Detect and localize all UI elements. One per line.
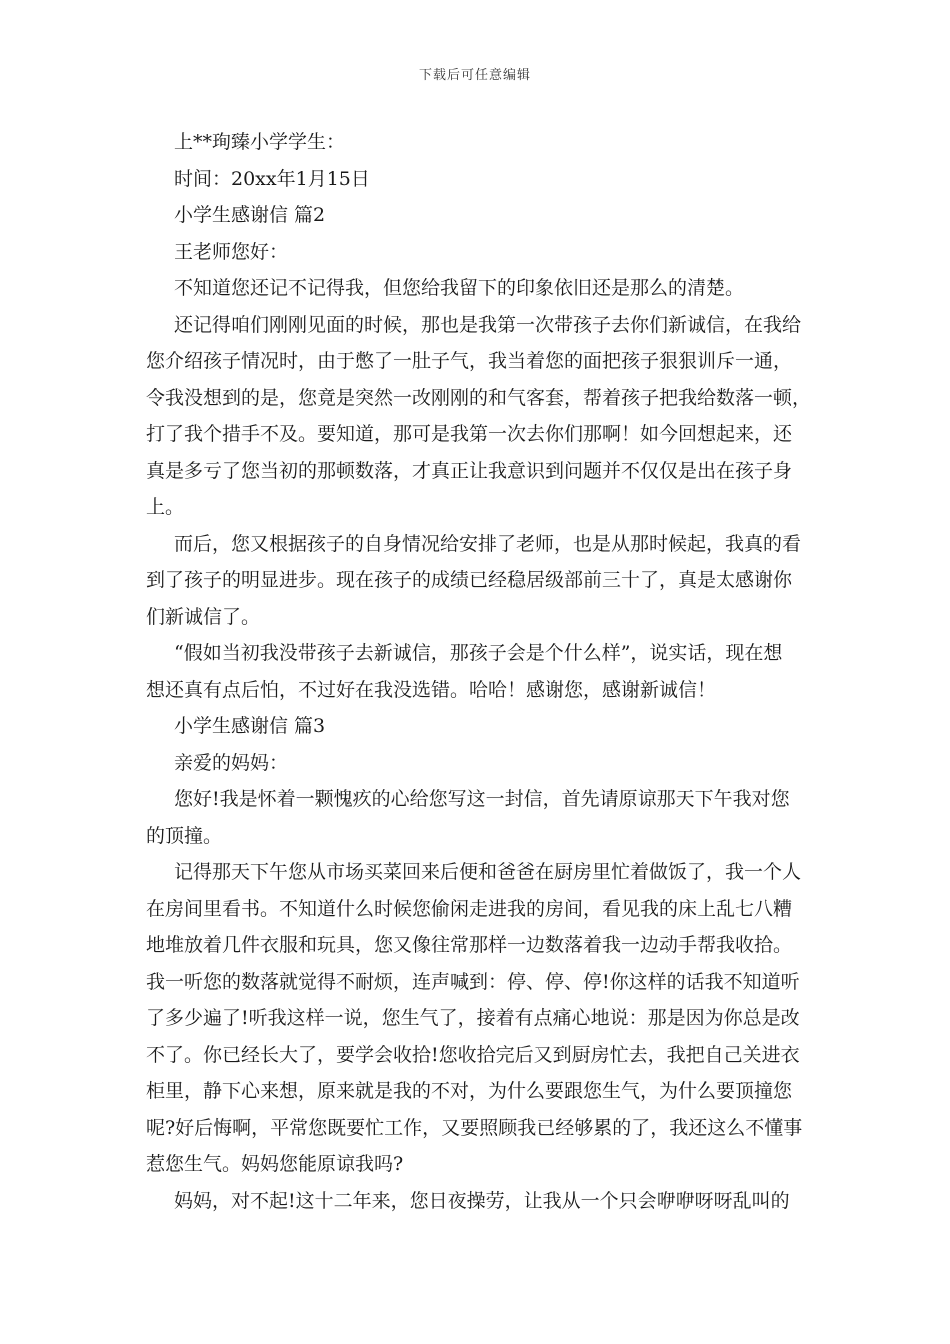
text-line: 时间：20xx年1月15日: [174, 167, 370, 190]
text-line: 的顶撞。: [146, 824, 223, 847]
text-line: 想还真有点后怕，不过好在我没选错。哈哈！感谢您，感谢新诚信！: [146, 678, 717, 701]
text-line: 地堆放着几件衣服和玩具，您又像往常那样一边数落着我一边动手帮我收拾。: [146, 934, 793, 956]
document-body: [146, 124, 810, 1219]
text-line: 呢?好后悔啊，平常您既要忙工作，又要照顾我已经够累的了，我还这么不懂事: [146, 1116, 803, 1139]
text-line: 亲爱的妈妈：: [174, 751, 289, 774]
text-line: 在房间里看书。不知道什么时候您偷闲走进我的房间，看见我的床上乱七八糟: [146, 897, 793, 920]
text-line: 柜里，静下心来想，原来就是我的不对，为什么要跟您生气，为什么要顶撞您: [146, 1080, 793, 1102]
text-line: 王老师您好：: [174, 240, 289, 263]
text-line: 您介绍孩子情况时，由于憋了一肚子气，我当着您的面把孩子狠狠训斥一通，: [146, 350, 793, 372]
text-line: 上。: [146, 496, 185, 518]
text-line: 不知道您还记不记得我，但您给我留下的印象依旧还是那么的清楚。: [174, 277, 745, 299]
text-line: 您好!我是怀着一颗愧疚的心给您写这一封信，首先请原谅那天下午我对您: [174, 788, 790, 810]
text-line: 到了孩子的明显进步。现在孩子的成绩已经稳居级部前三十了，真是太感谢你: [146, 569, 793, 591]
text-line: 惹您生气。妈妈您能原谅我吗?: [146, 1153, 404, 1175]
text-line: 了多少遍了!听我这样一说，您生气了，接着有点痛心地说：那是因为你总是改: [146, 1007, 800, 1029]
text-line: 小学生感谢信 篇2: [174, 204, 326, 226]
page-header: 下载后可任意编辑: [418, 68, 531, 83]
text-line: 而后，您又根据孩子的自身情况给安排了老师，也是从那时候起，我真的看: [174, 532, 802, 555]
text-line: 打了我个措手不及。要知道，那可是我第一次去你们那啊！如今回想起来，还: [146, 423, 793, 445]
text-line: “假如当初我没带孩子去新诚信，那孩子会是个什么样”，说实话，现在想: [174, 642, 783, 664]
text-line: 上**珣臻小学学生：: [174, 131, 346, 153]
text-line: 我一听您的数落就觉得不耐烦，连声喊到：停、停、停!你这样的话我不知道听: [146, 970, 800, 993]
text-line: 还记得咱们刚刚见面的时候，那也是我第一次带孩子去你们新诚信，在我给: [174, 313, 802, 336]
text-line: 不了。你已经长大了，要学会收拾!您收拾完后又到厨房忙去，我把自己关进衣: [146, 1043, 800, 1066]
text-line: 真是多亏了您当初的那顿数落，才真正让我意识到问题并不仅仅是出在孩子身: [146, 459, 793, 482]
text-line: 小学生感谢信 篇3: [174, 715, 326, 737]
text-line: 令我没想到的是，您竟是突然一改刚刚的和气客套，帮着孩子把我给数落一顿，: [146, 386, 812, 409]
text-line: 记得那天下午您从市场买菜回来后便和爸爸在厨房里忙着做饭了，我一个人: [174, 861, 802, 883]
text-line: 们新诚信了。: [146, 605, 261, 628]
text-line: 妈妈，对不起!这十二年来，您日夜操劳，让我从一个只会咿咿呀呀乱叫的: [174, 1189, 790, 1212]
